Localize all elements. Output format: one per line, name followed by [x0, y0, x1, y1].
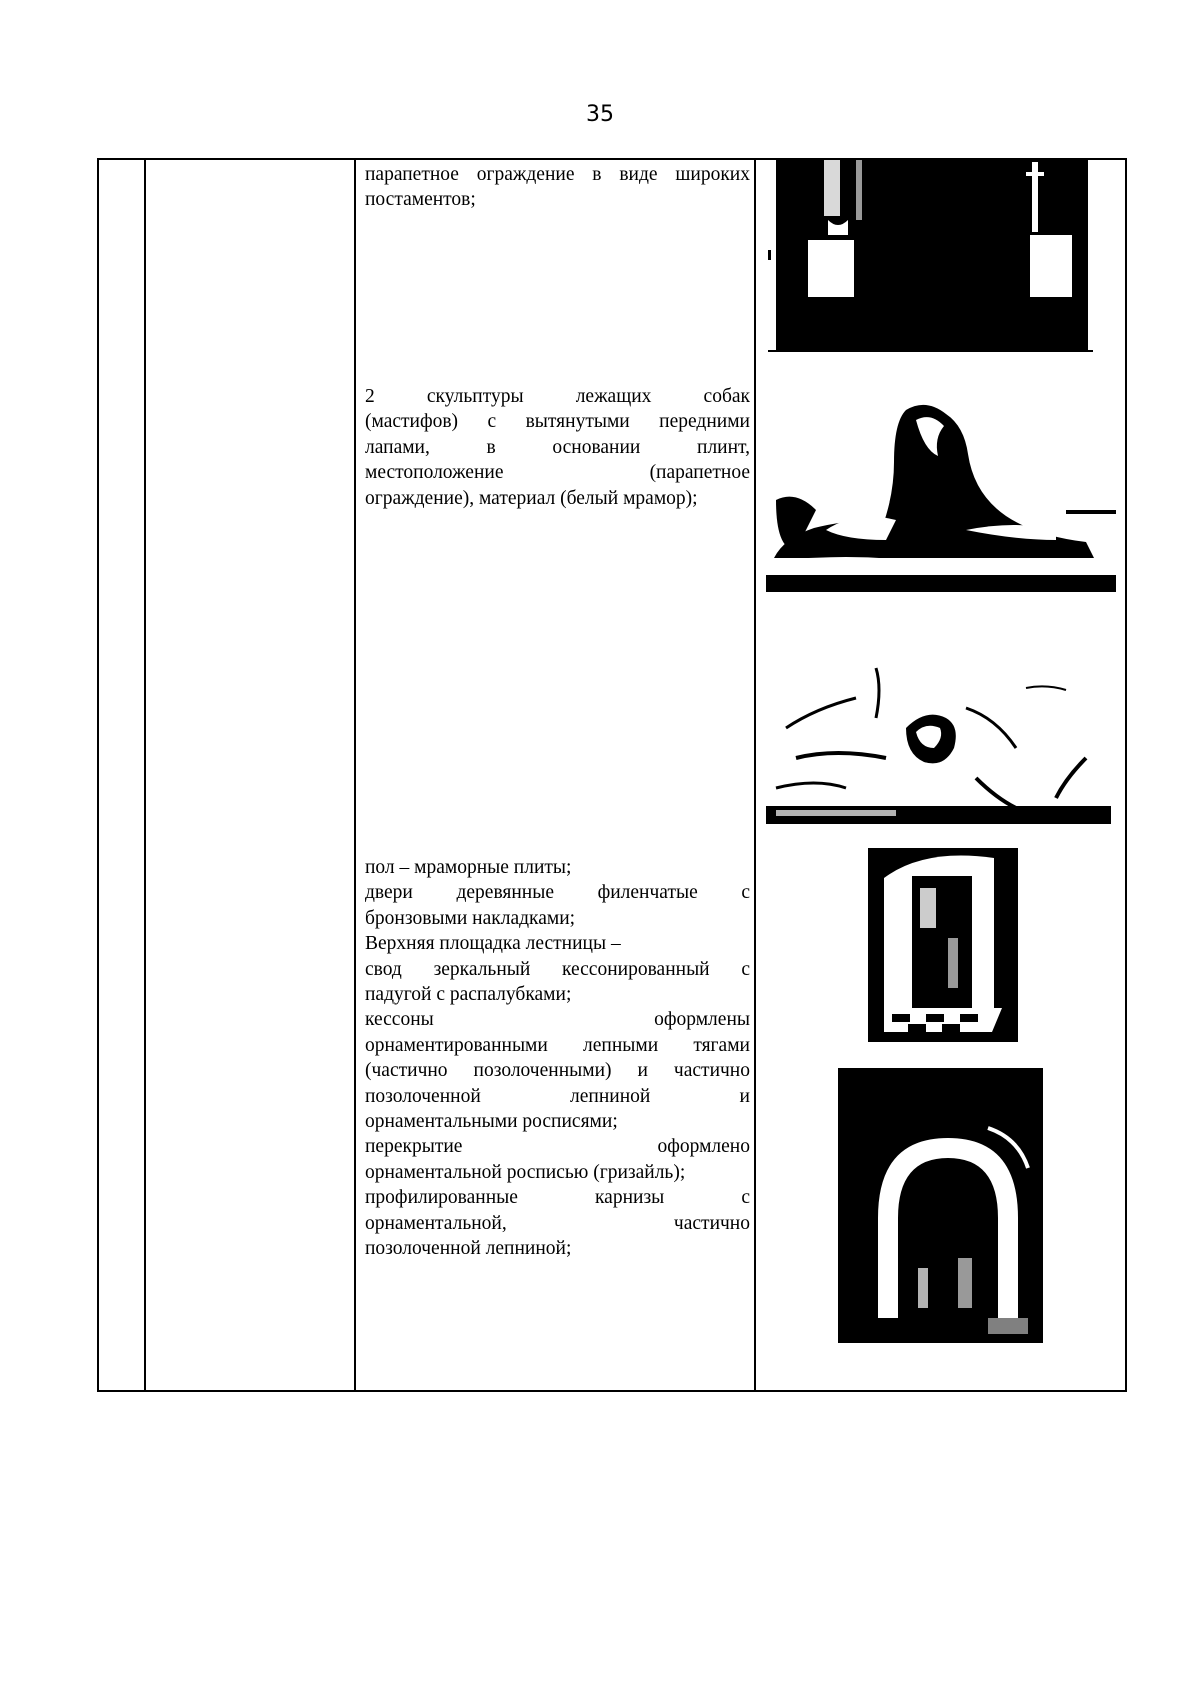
text-line: свод зеркальный кессонированный с — [365, 958, 750, 980]
text-line: двери деревянные филенчатые с — [365, 882, 750, 904]
text-line: орнаментальными росписями; — [365, 1111, 618, 1133]
text-line: Верхняя площадка лестницы – — [365, 933, 621, 955]
column-divider-3 — [754, 160, 756, 1390]
description-sculptures — [365, 384, 750, 511]
text-line: позолоченной лепниной; — [365, 1238, 572, 1260]
text-line: позолоченной лепниной и — [365, 1085, 750, 1107]
text-line: орнаментальной, частично — [365, 1212, 750, 1234]
column-divider-2 — [354, 160, 356, 1390]
photo-dog-sculpture-1 — [766, 380, 1116, 592]
text-line: профилированные карнизы с — [365, 1187, 750, 1209]
text-line: кессоны оформлены — [365, 1009, 750, 1031]
text-line: парапетное ограждение в виде широких — [365, 164, 750, 185]
text-line: орнаментированными лепными тягами — [365, 1034, 750, 1056]
text-line: постаментов; — [365, 189, 476, 211]
page-number: 35 — [586, 102, 614, 127]
photo-parapet — [768, 160, 1093, 354]
column-divider-1 — [144, 160, 146, 1390]
description-parapet — [365, 162, 750, 213]
text-line: пол – мраморные плиты; — [365, 857, 572, 878]
text-line: орнаментальной росписью (гризайль); — [365, 1161, 686, 1183]
text-line: местоположение (парапетное — [365, 462, 750, 484]
text-line: (мастифов) с вытянутыми передними — [365, 411, 750, 433]
photo-arch — [838, 1068, 1043, 1343]
text-line: лапами, в основании плинт, — [365, 436, 750, 458]
text-line: бронзовыми накладками; — [365, 907, 576, 929]
text-line: 2 скульптуры лежащих собак — [365, 386, 750, 407]
photo-door — [868, 848, 1018, 1042]
text-line: ограждение), материал (белый мрамор); — [365, 487, 698, 509]
text-line: перекрытие оформлено — [365, 1136, 750, 1158]
description-staircase — [365, 855, 750, 1262]
text-line: (частично позолоченными) и частично — [365, 1060, 750, 1082]
photo-dog-sculpture-2 — [766, 648, 1111, 828]
text-line: падугой с распалубками; — [365, 984, 572, 1006]
